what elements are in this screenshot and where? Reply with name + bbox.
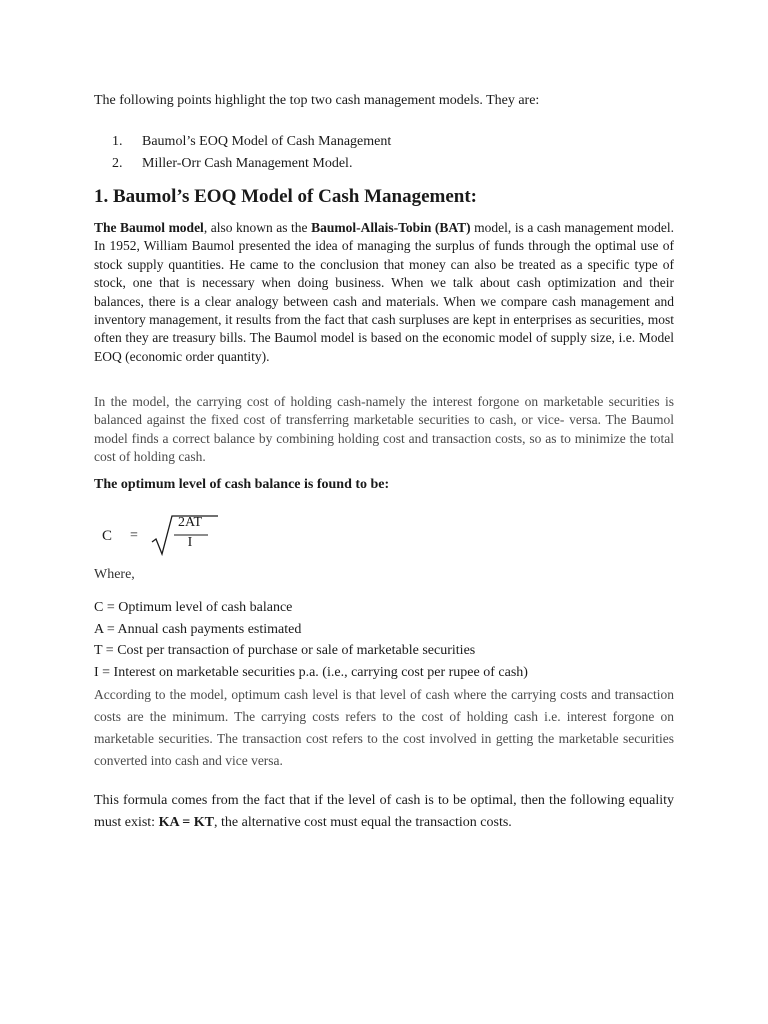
equality-term: KA = KT [158,815,214,830]
definition-item: I = Interest on marketable securities p.a. (i.e., carrying cost per rupee of cash) [94,664,528,680]
paragraph-text: , the alternative cost must equal the transaction costs. [214,815,512,830]
list-item-label: Miller-Orr Cash Management Model. [142,156,353,171]
list-item [112,131,391,153]
optimum-level-label: The optimum level of cash balance is found to be: [94,477,390,492]
definition-item: A = Annual cash payments estimated [94,621,302,637]
list-item-label: Baumol’s EOQ Model of Cash Management [142,134,392,149]
equality-paragraph [94,790,674,834]
definition-item: T = Cost per transaction of purchase or sale of marketable securities [94,643,476,658]
paragraph-text: model, is a cash management model. In 1952, William Baumol presented the idea of managing the surplus of funds through the optimal use of stock supply quantities. He came to the conclusion that money can also be treated as a specific type of stock, one that is necessary when doing business. When we talk about cash optimization and their balances, there is a clear analogy between cash and materials. When we compare cash management and inventory management, it results from the fact that cash surpluses are kept in enterprises as securities, most often they are treasury bills. The Baumol model is based on the economic model of supply size, i.e. Model EOQ (economic order quantity). [94,220,674,364]
paragraph-text: This formula comes from the fact that if the level of cash is to be optimal, then the following equality must exist: [94,793,674,830]
section-heading: 1. Baumol’s EOQ Model of Cash Management: [94,186,477,207]
bat-model-term: Baumol-Allais-Tobin (BAT) [311,220,471,235]
eoq-formula [100,510,230,556]
baumol-intro-paragraph [94,219,674,366]
paragraph-text: , also known as the [203,220,312,235]
list-item-number: 1. [112,134,123,149]
formula-numerator: 2AT [177,515,203,530]
formula-denominator: I [187,535,193,550]
formula-lhs: C [102,528,113,544]
baumol-model-term: The Baumol model [94,220,204,235]
definition-item: C = Optimum level of cash balance [94,600,293,615]
variable-definitions [94,597,528,683]
where-label: Where, [94,567,135,582]
list-item [112,153,391,175]
model-list [112,131,391,175]
list-item-number: 2. [112,156,123,171]
optimum-cash-paragraph: According to the model, optimum cash level is that level of cash where the carrying costs and transaction costs are the minimum. The carrying costs refers to the cost of holding cash i.e. interest forgone on marketable securities. The transaction cost refers to the cost involved in getting the marketable securities converted into cash and vice versa. [94,687,674,768]
formula-equals: = [130,528,138,543]
intro-text: The following points highlight the top two cash management models. They are: [94,93,540,108]
carrying-cost-paragraph: In the model, the carrying cost of holding cash-namely the interest forgone on marketable securities is balanced against the fixed cost of transferring marketable securities to cash, or vice- versa. The Baumol model finds a correct balance by combining holding cost and transaction costs, so as to minimize the total cost of holding cash. [94,394,674,465]
